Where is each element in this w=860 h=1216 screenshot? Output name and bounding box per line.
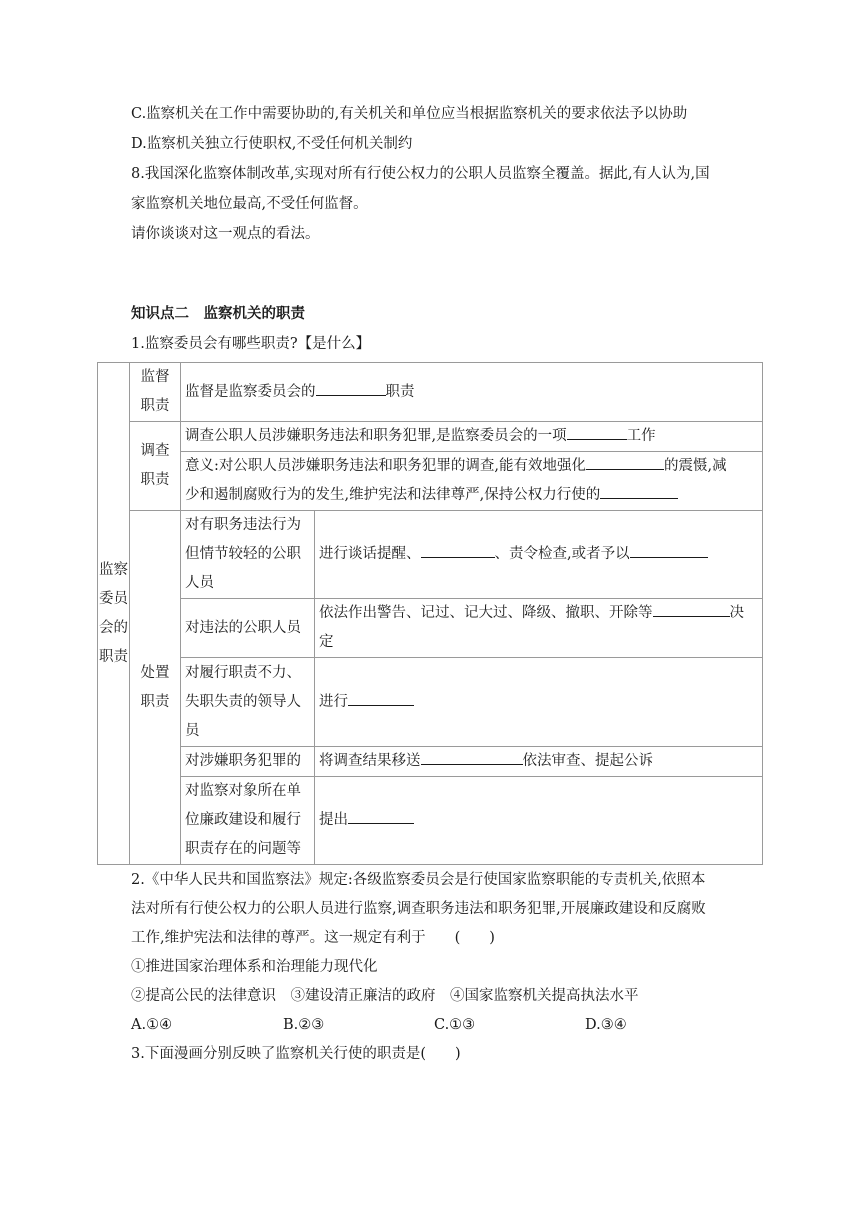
table-row-dispose-2 bbox=[98, 599, 763, 658]
measure-text: 提出 bbox=[319, 812, 348, 828]
fill-blank[interactable] bbox=[421, 542, 495, 558]
target-text: 对监察对象所在单 bbox=[185, 783, 301, 799]
investigate-content-1 bbox=[181, 422, 763, 452]
investigate-text: 意义:对公职人员涉嫌职务违法和职务犯罪的调查,能有效地强化 bbox=[185, 458, 586, 474]
question-1: 1.监察委员会有哪些职责?【是什么】 bbox=[131, 336, 371, 352]
question-8-line2: 家监察机关地位最高,不受任何监督。 bbox=[131, 196, 368, 212]
measure-text: 决 bbox=[729, 605, 744, 621]
option-c: C.监察机关在工作中需要协助的,有关机关和单位应当根据监察机关的要求依法予以协助 bbox=[131, 106, 688, 122]
measure-text: 进行 bbox=[319, 693, 348, 710]
group-label: 监察 bbox=[99, 561, 128, 578]
target-text: 对有职务违法行为 bbox=[185, 517, 301, 533]
fill-blank[interactable] bbox=[421, 749, 523, 765]
question-2-statements: ②提高公民的法律意识 ③建设清正廉洁的政府 ④国家监察机关提高执法水平 bbox=[131, 988, 639, 1004]
measure-text: 依法作出警告、记过、记大过、降级、撤职、开除等 bbox=[319, 605, 653, 621]
target-text: 人员 bbox=[185, 575, 214, 591]
question-2-line1: 2.《中华人民共和国监察法》规定:各级监察委员会是行使国家监察职能的专责机关,依照本 bbox=[131, 872, 706, 888]
group-label: 委员 bbox=[99, 590, 128, 607]
dispose-target-5 bbox=[181, 777, 315, 865]
measure-text: 进行谈话提醒、 bbox=[319, 546, 421, 562]
measure-text: 将调查结果移送 bbox=[319, 753, 421, 769]
table-row-dispose-5 bbox=[98, 777, 763, 865]
target-text: 职责存在的问题等 bbox=[185, 841, 301, 857]
fill-blank[interactable] bbox=[348, 690, 414, 706]
duties-table bbox=[97, 362, 763, 865]
dispose-measure-5 bbox=[315, 777, 763, 865]
target-text: 失职失责的领导人 bbox=[185, 693, 301, 710]
option-d: D.监察机关独立行使职权,不受任何机关制约 bbox=[131, 136, 413, 152]
investigate-text: 的震慑,减 bbox=[664, 458, 727, 474]
target-text: 对涉嫌职务犯罪的 bbox=[185, 753, 301, 769]
table-row-supervise bbox=[98, 363, 763, 422]
supervise-label: 监督 bbox=[140, 369, 170, 385]
question-2-line3: 工作,维护宪法和法律的尊严。这一规定有利于 ( ) bbox=[131, 930, 495, 946]
investigate-text: 调查公职人员涉嫌职务违法和职务犯罪,是监察委员会的一项 bbox=[185, 428, 567, 444]
investigate-text: 少和遏制腐败行为的发生,维护宪法和法律尊严,保持公权力行使的 bbox=[185, 487, 601, 503]
dispose-label: 处置 bbox=[140, 664, 170, 681]
fill-blank[interactable] bbox=[600, 483, 678, 499]
table-row-dispose-3 bbox=[98, 658, 763, 747]
fill-blank[interactable] bbox=[316, 380, 386, 396]
dispose-measure-2 bbox=[315, 599, 763, 658]
supervise-text: 职责 bbox=[385, 383, 415, 400]
dispose-target-3 bbox=[181, 658, 315, 747]
investigate-label: 职责 bbox=[140, 472, 170, 488]
measure-text: 定 bbox=[319, 634, 334, 650]
fill-blank[interactable] bbox=[630, 542, 708, 558]
question-3: 3.下面漫画分别反映了监察机关行使的职责是( ) bbox=[131, 1046, 461, 1062]
question-2-line2: 法对所有行使公权力的公职人员进行监察,调查职务违法和职务犯罪,开展廉政建设和反腐败 bbox=[131, 901, 706, 917]
dispose-target-2 bbox=[181, 599, 315, 658]
target-text: 对履行职责不力、 bbox=[185, 664, 301, 681]
table-row-dispose-4 bbox=[98, 747, 763, 777]
section-heading: 知识点二 监察机关的职责 bbox=[131, 306, 305, 322]
fill-blank[interactable] bbox=[586, 454, 664, 470]
choice-a[interactable]: A.①④ bbox=[131, 1017, 173, 1033]
measure-text: 依法审查、提起公诉 bbox=[522, 753, 653, 769]
target-text: 位廉政建设和履行 bbox=[185, 812, 301, 828]
target-text: 员 bbox=[185, 722, 200, 739]
dispose-target-4 bbox=[181, 747, 315, 777]
group-label-cell bbox=[98, 363, 130, 865]
investigate-text: 工作 bbox=[626, 428, 656, 444]
dispose-measure-4 bbox=[315, 747, 763, 777]
dispose-measure-1 bbox=[315, 511, 763, 599]
question-8-prompt: 请你谈谈对这一观点的看法。 bbox=[131, 226, 320, 242]
investigate-label: 调查 bbox=[140, 443, 170, 459]
dispose-target-1 bbox=[181, 511, 315, 599]
dispose-measure-3 bbox=[315, 658, 763, 747]
fill-blank[interactable] bbox=[653, 601, 730, 617]
measure-text: 、责令检查,或者予以 bbox=[494, 546, 630, 562]
fill-blank[interactable] bbox=[348, 808, 414, 824]
question-8-line1: 8.我国深化监察体制改革,实现对所有行使公权力的公职人员监察全覆盖。据此,有人认为,国 bbox=[131, 166, 710, 182]
question-2-statement-1: ①推进国家治理体系和治理能力现代化 bbox=[131, 959, 378, 975]
supervise-content bbox=[181, 363, 763, 422]
table-row-dispose-1 bbox=[98, 511, 763, 599]
dispose-label-cell bbox=[130, 511, 181, 865]
supervise-label-cell bbox=[130, 363, 181, 422]
choice-d[interactable]: D.③④ bbox=[585, 1017, 627, 1033]
target-text: 但情节较轻的公职 bbox=[185, 546, 301, 562]
group-label: 会的 bbox=[99, 619, 128, 636]
choice-b[interactable]: B.②③ bbox=[283, 1017, 325, 1033]
fill-blank[interactable] bbox=[567, 424, 627, 440]
supervise-text: 监督是监察委员会的 bbox=[185, 383, 316, 400]
choice-c[interactable]: C.①③ bbox=[434, 1017, 476, 1033]
investigate-label-cell bbox=[130, 422, 181, 511]
target-text: 对违法的公职人员 bbox=[185, 619, 301, 636]
table-row-investigate-1 bbox=[98, 422, 763, 452]
supervise-label: 职责 bbox=[140, 398, 170, 414]
group-label: 职责 bbox=[99, 648, 128, 665]
table-row-investigate-2 bbox=[98, 452, 763, 511]
dispose-label: 职责 bbox=[140, 693, 170, 710]
investigate-content-2 bbox=[181, 452, 763, 511]
